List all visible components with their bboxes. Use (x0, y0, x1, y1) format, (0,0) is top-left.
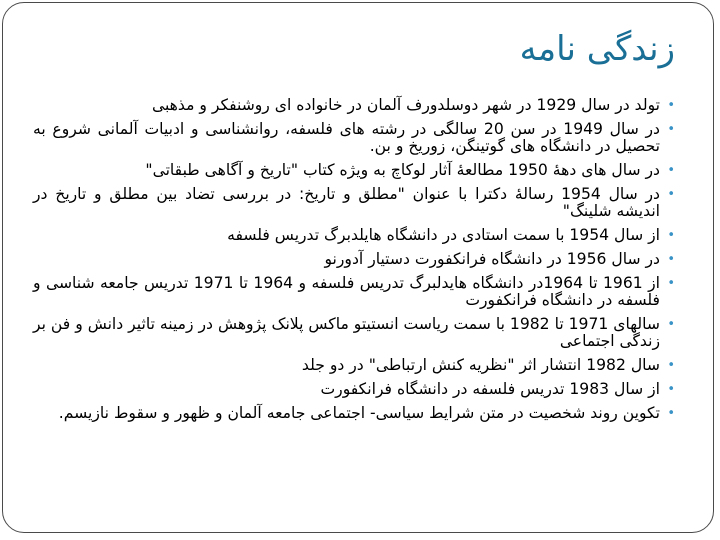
bullet-dot-icon: • (667, 358, 675, 373)
bullet-text: در سال 1949 در سن 20 سالگی در رشته های فلسفه، روانشناسی و ادبیات آلمانی شروع به تحصیل در دانشگاه های گوتینگن، زوریخ و بن. (33, 120, 660, 155)
bullet-dot-icon: • (667, 228, 675, 243)
bullet-text: سالهای 1971 تا 1982 با سمت ریاست انستیتو ماکس پلانک پژوهش در زمینه تاثیر دانش و فن بر زندگی اجتماعی (33, 315, 660, 350)
slide (2, 2, 714, 533)
bullet-text: از سال 1954 با سمت استادی در دانشگاه هایلدبرگ تدریس فلسفه (227, 226, 660, 244)
bullet-text: در سال 1954 رسالۀ دکترا با عنوان "مطلق و تاریخ: در بررسی تضاد بین مطلق و تاریخ در اندیشه شلینگ" (33, 185, 660, 220)
bullet-dot-icon: • (667, 187, 675, 202)
bullet-text: در سال 1956 در دانشگاه فرانکفورت دستیار آدورنو (324, 250, 660, 268)
bullet-dot-icon: • (667, 98, 675, 113)
bullet-dot-icon: • (667, 317, 675, 332)
bullet-text: در سال های دهۀ 1950 مطالعۀ آثار لوکاچ به ویژه کتاب "تاریخ و آگاهی طبقاتی" (145, 161, 660, 179)
bullet-item (33, 316, 677, 350)
bullet-item (33, 381, 677, 398)
bullet-text: تکوین روند شخصیت در متن شرایط سیاسی- اجتماعی جامعه آلمان و ظهور و سقوط نازیسم. (58, 404, 660, 422)
bullet-item (33, 227, 677, 244)
bullet-dot-icon: • (667, 252, 675, 267)
bullet-dot-icon: • (667, 122, 675, 137)
bullet-item (33, 162, 677, 179)
bullet-dot-icon: • (667, 163, 675, 178)
bullet-item (33, 121, 677, 155)
bullet-text: از 1961 تا 1964در دانشگاه هایدلبرگ تدریس فلسفه و 1964 تا 1971 تدریس جامعه شناسی و فلسفه در دانشگاه فرانکفورت (33, 274, 660, 309)
bullet-dot-icon: • (667, 276, 675, 291)
bullet-item (33, 97, 677, 114)
bullet-item (33, 186, 677, 220)
bullet-text: از سال 1983 تدریس فلسفه در دانشگاه فرانکفورت (320, 380, 660, 398)
bullet-item (33, 357, 677, 374)
bullet-dot-icon: • (667, 382, 675, 397)
bullet-item (33, 275, 677, 309)
bullet-text: سال 1982 انتشار اثر "نظریه کنش ارتباطی" در دو جلد (301, 356, 660, 374)
bullet-item (33, 251, 677, 268)
bullet-dot-icon: • (667, 406, 675, 421)
bullet-list (33, 97, 677, 429)
bullet-text: تولد در سال 1929 در شهر دوسلدورف آلمان در خانواده ای روشنفکر و مذهبی (151, 96, 660, 114)
bullet-item (33, 405, 677, 422)
slide-title: زندگی نامه (519, 29, 675, 69)
